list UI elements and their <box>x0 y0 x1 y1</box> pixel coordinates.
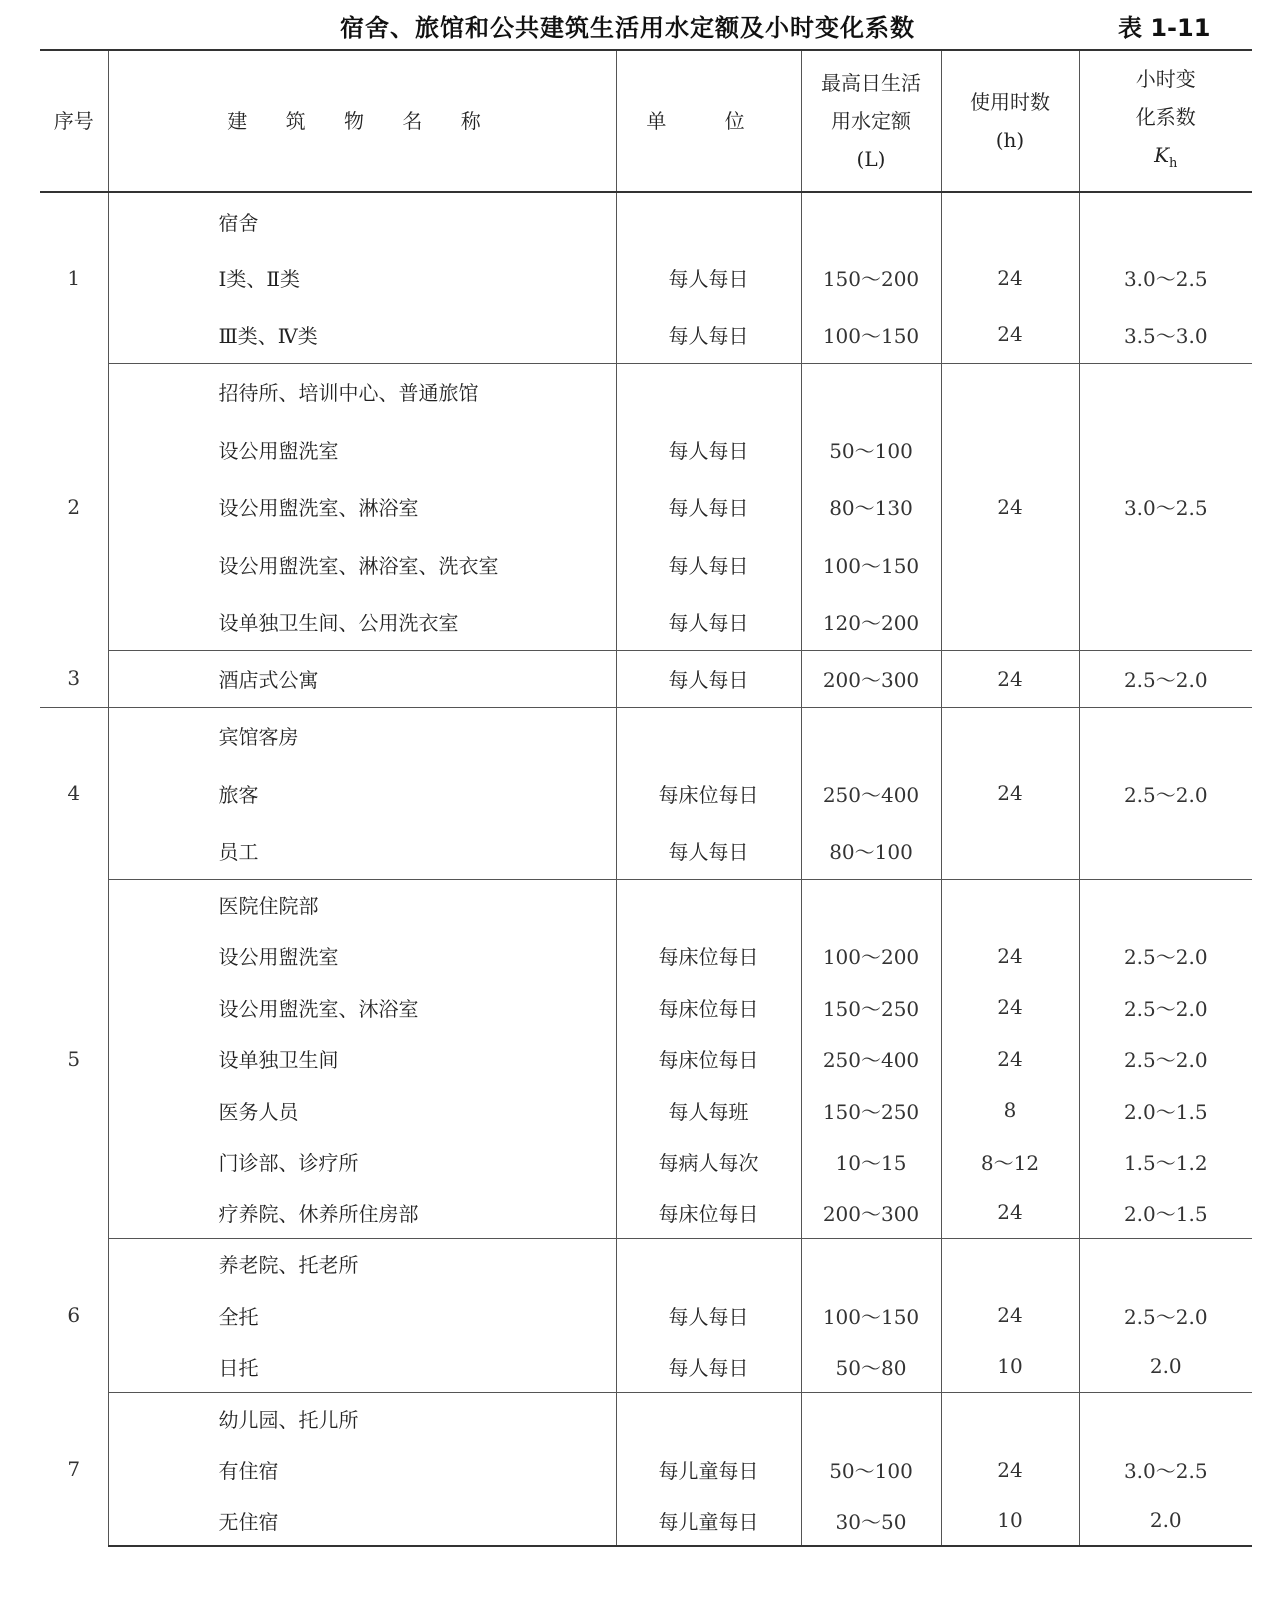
seq-cell: 3 <box>40 650 108 707</box>
kh-cell <box>1079 192 1252 249</box>
seq-cell: 6 <box>40 1238 108 1392</box>
table-header-row <box>40 50 1252 192</box>
building-name-cell: Ⅰ类、Ⅱ类 <box>108 249 616 306</box>
building-name-cell: 宾馆客房 <box>108 707 616 764</box>
kh-cell: 3.5～3.0 <box>1079 306 1252 363</box>
unit-cell: 每人每日 <box>616 650 801 707</box>
unit-cell: 每儿童每日 <box>616 1495 801 1546</box>
quota-cell: 150～250 <box>801 981 941 1033</box>
table-title: 宿舍、旅馆和公共建筑生活用水定额及小时变化系数 <box>340 14 915 42</box>
kh-cell: 2.0～1.5 <box>1079 1187 1252 1238</box>
quota-cell: 80～130 <box>801 478 941 535</box>
unit-cell: 每床位每日 <box>616 1187 801 1238</box>
hours-cell <box>941 1238 1079 1289</box>
quota-cell <box>801 1238 941 1289</box>
building-name-cell: 宿舍 <box>108 192 616 249</box>
kh-cell: 2.5～2.0 <box>1123 945 1208 969</box>
building-name-cell: 设公用盥洗室、淋浴室 <box>108 478 616 535</box>
table-number: 表 1-11 <box>1118 14 1211 42</box>
table-row <box>40 1136 1252 1187</box>
kh-cell: 2.5～2.0 <box>1123 996 1208 1021</box>
hours-cell <box>941 192 1079 249</box>
hours-cell: 24 <box>941 707 1079 879</box>
unit-cell: 每人每日 <box>616 593 801 650</box>
quota-cell: 150～250 <box>801 1084 941 1136</box>
quota-cell: 100～150 <box>801 535 941 593</box>
unit-cell: 每床位每日 <box>616 981 801 1033</box>
seq-cell: 5 <box>40 879 108 1238</box>
kh-cell: 3.0～2.5 <box>1079 363 1252 650</box>
table-row <box>40 249 1252 306</box>
header-quota-line3: (L) <box>856 147 886 171</box>
building-name-cell: 设公用盥洗室 <box>108 930 616 981</box>
table-body <box>40 192 1252 1546</box>
quota-cell: 100～200 <box>801 930 941 981</box>
water-quota-table <box>40 49 1252 1547</box>
unit-cell: 每人每班 <box>616 1084 801 1136</box>
quota-cell <box>801 707 941 764</box>
quota-cell: 100～150 <box>801 1289 941 1341</box>
quota-cell: 50～100 <box>801 1444 941 1495</box>
kh-letter: K <box>1154 142 1170 167</box>
kh-cell: 2.0 <box>1079 1495 1252 1546</box>
unit-cell: 每床位每日 <box>616 930 801 981</box>
hours-cell: 24 <box>941 930 1079 981</box>
hours-cell: 24 <box>941 306 1079 363</box>
table-row <box>40 981 1252 1033</box>
quota-cell <box>801 192 941 249</box>
header-unit-text: 单 位 <box>646 109 771 133</box>
table-row <box>40 1238 1252 1289</box>
seq-cell: 4 <box>40 707 108 879</box>
hours-cell: 24 <box>941 1187 1079 1238</box>
seq-cell: 7 <box>40 1392 108 1546</box>
unit-cell: 每床位每日 <box>616 764 801 822</box>
hours-cell: 10 <box>941 1495 1079 1546</box>
kh-cell: 2.0 <box>1079 1341 1252 1392</box>
table-row <box>40 192 1252 249</box>
kh-subscript: h <box>1169 155 1178 171</box>
hours-cell: 24 <box>941 249 1079 306</box>
building-name-cell: 员工 <box>108 822 616 879</box>
building-name-cell: 招待所、培训中心、普通旅馆 <box>108 363 616 420</box>
kh-cell: 1.5～1.2 <box>1123 1151 1208 1175</box>
hours-cell: 8 <box>941 1084 1079 1136</box>
table-row <box>40 1187 1252 1238</box>
building-name-cell: 设公用盥洗室、沐浴室 <box>108 981 616 1033</box>
hours-cell: 10 <box>941 1341 1079 1392</box>
header-quota-line1: 最高日生活 <box>821 71 921 95</box>
table-row <box>40 1289 1252 1341</box>
unit-cell: 每儿童每日 <box>616 1444 801 1495</box>
building-name-cell: 设单独卫生间、公用洗衣室 <box>108 593 616 650</box>
table-row <box>40 1033 1252 1084</box>
quota-cell: 10～15 <box>801 1136 941 1187</box>
table-row <box>40 306 1252 363</box>
hours-cell <box>941 879 1079 930</box>
building-name-cell: 养老院、托老所 <box>108 1238 616 1289</box>
header-hours-line2: (h) <box>995 128 1025 152</box>
hours-cell: 8～12 <box>941 1136 1079 1187</box>
building-name-cell: 无住宿 <box>108 1495 616 1546</box>
quota-cell: 100～150 <box>801 306 941 363</box>
unit-cell: 每人每日 <box>616 1341 801 1392</box>
seq-cell: 2 <box>40 363 108 650</box>
table-row <box>40 1495 1252 1546</box>
kh-cell: 2.5～2.0 <box>1079 707 1252 879</box>
building-name-cell: 医院住院部 <box>108 879 616 930</box>
hours-cell: 24 <box>941 650 1079 707</box>
kh-cell <box>1079 1392 1252 1444</box>
hours-cell: 24 <box>941 1444 1079 1495</box>
kh-cell: 2.5～2.0 <box>1123 1304 1208 1329</box>
unit-cell: 每人每日 <box>616 420 801 478</box>
quota-cell: 50～80 <box>801 1341 941 1392</box>
unit-cell: 每人每日 <box>616 478 801 535</box>
header-kh <box>1079 50 1252 192</box>
unit-cell: 每人每日 <box>616 306 801 363</box>
header-hours-line1: 使用时数 <box>970 90 1050 114</box>
unit-cell <box>616 1392 801 1444</box>
table-row <box>40 363 1252 420</box>
building-name-cell: 日托 <box>108 1341 616 1392</box>
building-name-cell: 全托 <box>108 1289 616 1341</box>
header-kh-symbol <box>1080 136 1253 183</box>
hours-cell: 24 <box>941 363 1079 650</box>
quota-cell <box>801 1392 941 1444</box>
building-name-cell: 疗养院、休养所住房部 <box>108 1187 616 1238</box>
quota-cell: 80～100 <box>801 822 941 879</box>
hours-cell: 24 <box>941 981 1079 1033</box>
building-name-cell: 旅客 <box>108 764 616 822</box>
header-building-name-text: 建 筑 物 名 称 <box>227 109 497 133</box>
table-row <box>40 650 1252 707</box>
quota-cell: 250～400 <box>801 1033 941 1084</box>
building-name-cell: 设单独卫生间 <box>108 1033 616 1084</box>
hours-cell: 24 <box>941 1289 1079 1341</box>
building-name-cell: 酒店式公寓 <box>108 650 616 707</box>
unit-cell: 每人每日 <box>616 249 801 306</box>
building-name-cell: 设公用盥洗室 <box>108 420 616 478</box>
table-row <box>40 1084 1252 1136</box>
header-kh-line2: 化系数 <box>1135 104 1196 129</box>
unit-cell <box>616 363 801 420</box>
seq-cell: 1 <box>40 192 108 363</box>
kh-cell: 2.5～2.0 <box>1123 1048 1208 1072</box>
header-building-name <box>108 50 616 192</box>
building-name-cell: 医务人员 <box>108 1084 616 1136</box>
quota-cell <box>801 363 941 420</box>
kh-cell <box>1079 879 1252 930</box>
header-kh-line1: 小时变 <box>1135 66 1196 91</box>
building-name-cell: 设公用盥洗室、淋浴室、洗衣室 <box>108 535 616 593</box>
unit-cell: 每人每日 <box>616 535 801 593</box>
header-hours <box>941 50 1079 192</box>
kh-cell: 3.0～2.5 <box>1123 267 1208 291</box>
table-row <box>40 1392 1252 1444</box>
hours-cell <box>941 1392 1079 1444</box>
unit-cell: 每病人每次 <box>616 1136 801 1187</box>
kh-cell <box>1079 1238 1252 1289</box>
table-row <box>40 707 1252 764</box>
header-quota-line2: 用水定额 <box>831 109 911 133</box>
quota-cell <box>801 879 941 930</box>
building-name-cell: 幼儿园、托儿所 <box>108 1392 616 1444</box>
table-row <box>40 1444 1252 1495</box>
building-name-cell: 有住宿 <box>108 1444 616 1495</box>
quota-cell: 250～400 <box>801 764 941 822</box>
unit-cell <box>616 1238 801 1289</box>
building-name-cell: 门诊部、诊疗所 <box>108 1136 616 1187</box>
quota-cell: 30～50 <box>801 1495 941 1546</box>
unit-cell <box>616 192 801 249</box>
quota-cell: 50～100 <box>801 420 941 478</box>
header-seq: 序号 <box>40 50 108 192</box>
header-quota <box>801 50 941 192</box>
unit-cell: 每人每日 <box>616 822 801 879</box>
header-unit <box>616 50 801 192</box>
unit-cell <box>616 879 801 930</box>
hours-cell: 24 <box>941 1033 1079 1084</box>
unit-cell: 每床位每日 <box>616 1033 801 1084</box>
table-row <box>40 879 1252 930</box>
table-row <box>40 1341 1252 1392</box>
kh-cell: 2.0～1.5 <box>1123 1099 1208 1124</box>
building-name-cell: Ⅲ类、Ⅳ类 <box>108 306 616 363</box>
kh-cell: 3.0～2.5 <box>1123 1459 1208 1483</box>
kh-cell: 2.5～2.0 <box>1079 650 1252 707</box>
quota-cell: 200～300 <box>801 1187 941 1238</box>
quota-cell: 120～200 <box>801 593 941 650</box>
unit-cell <box>616 707 801 764</box>
quota-cell: 200～300 <box>801 650 941 707</box>
quota-cell: 150～200 <box>801 249 941 306</box>
table-row <box>40 930 1252 981</box>
unit-cell: 每人每日 <box>616 1289 801 1341</box>
